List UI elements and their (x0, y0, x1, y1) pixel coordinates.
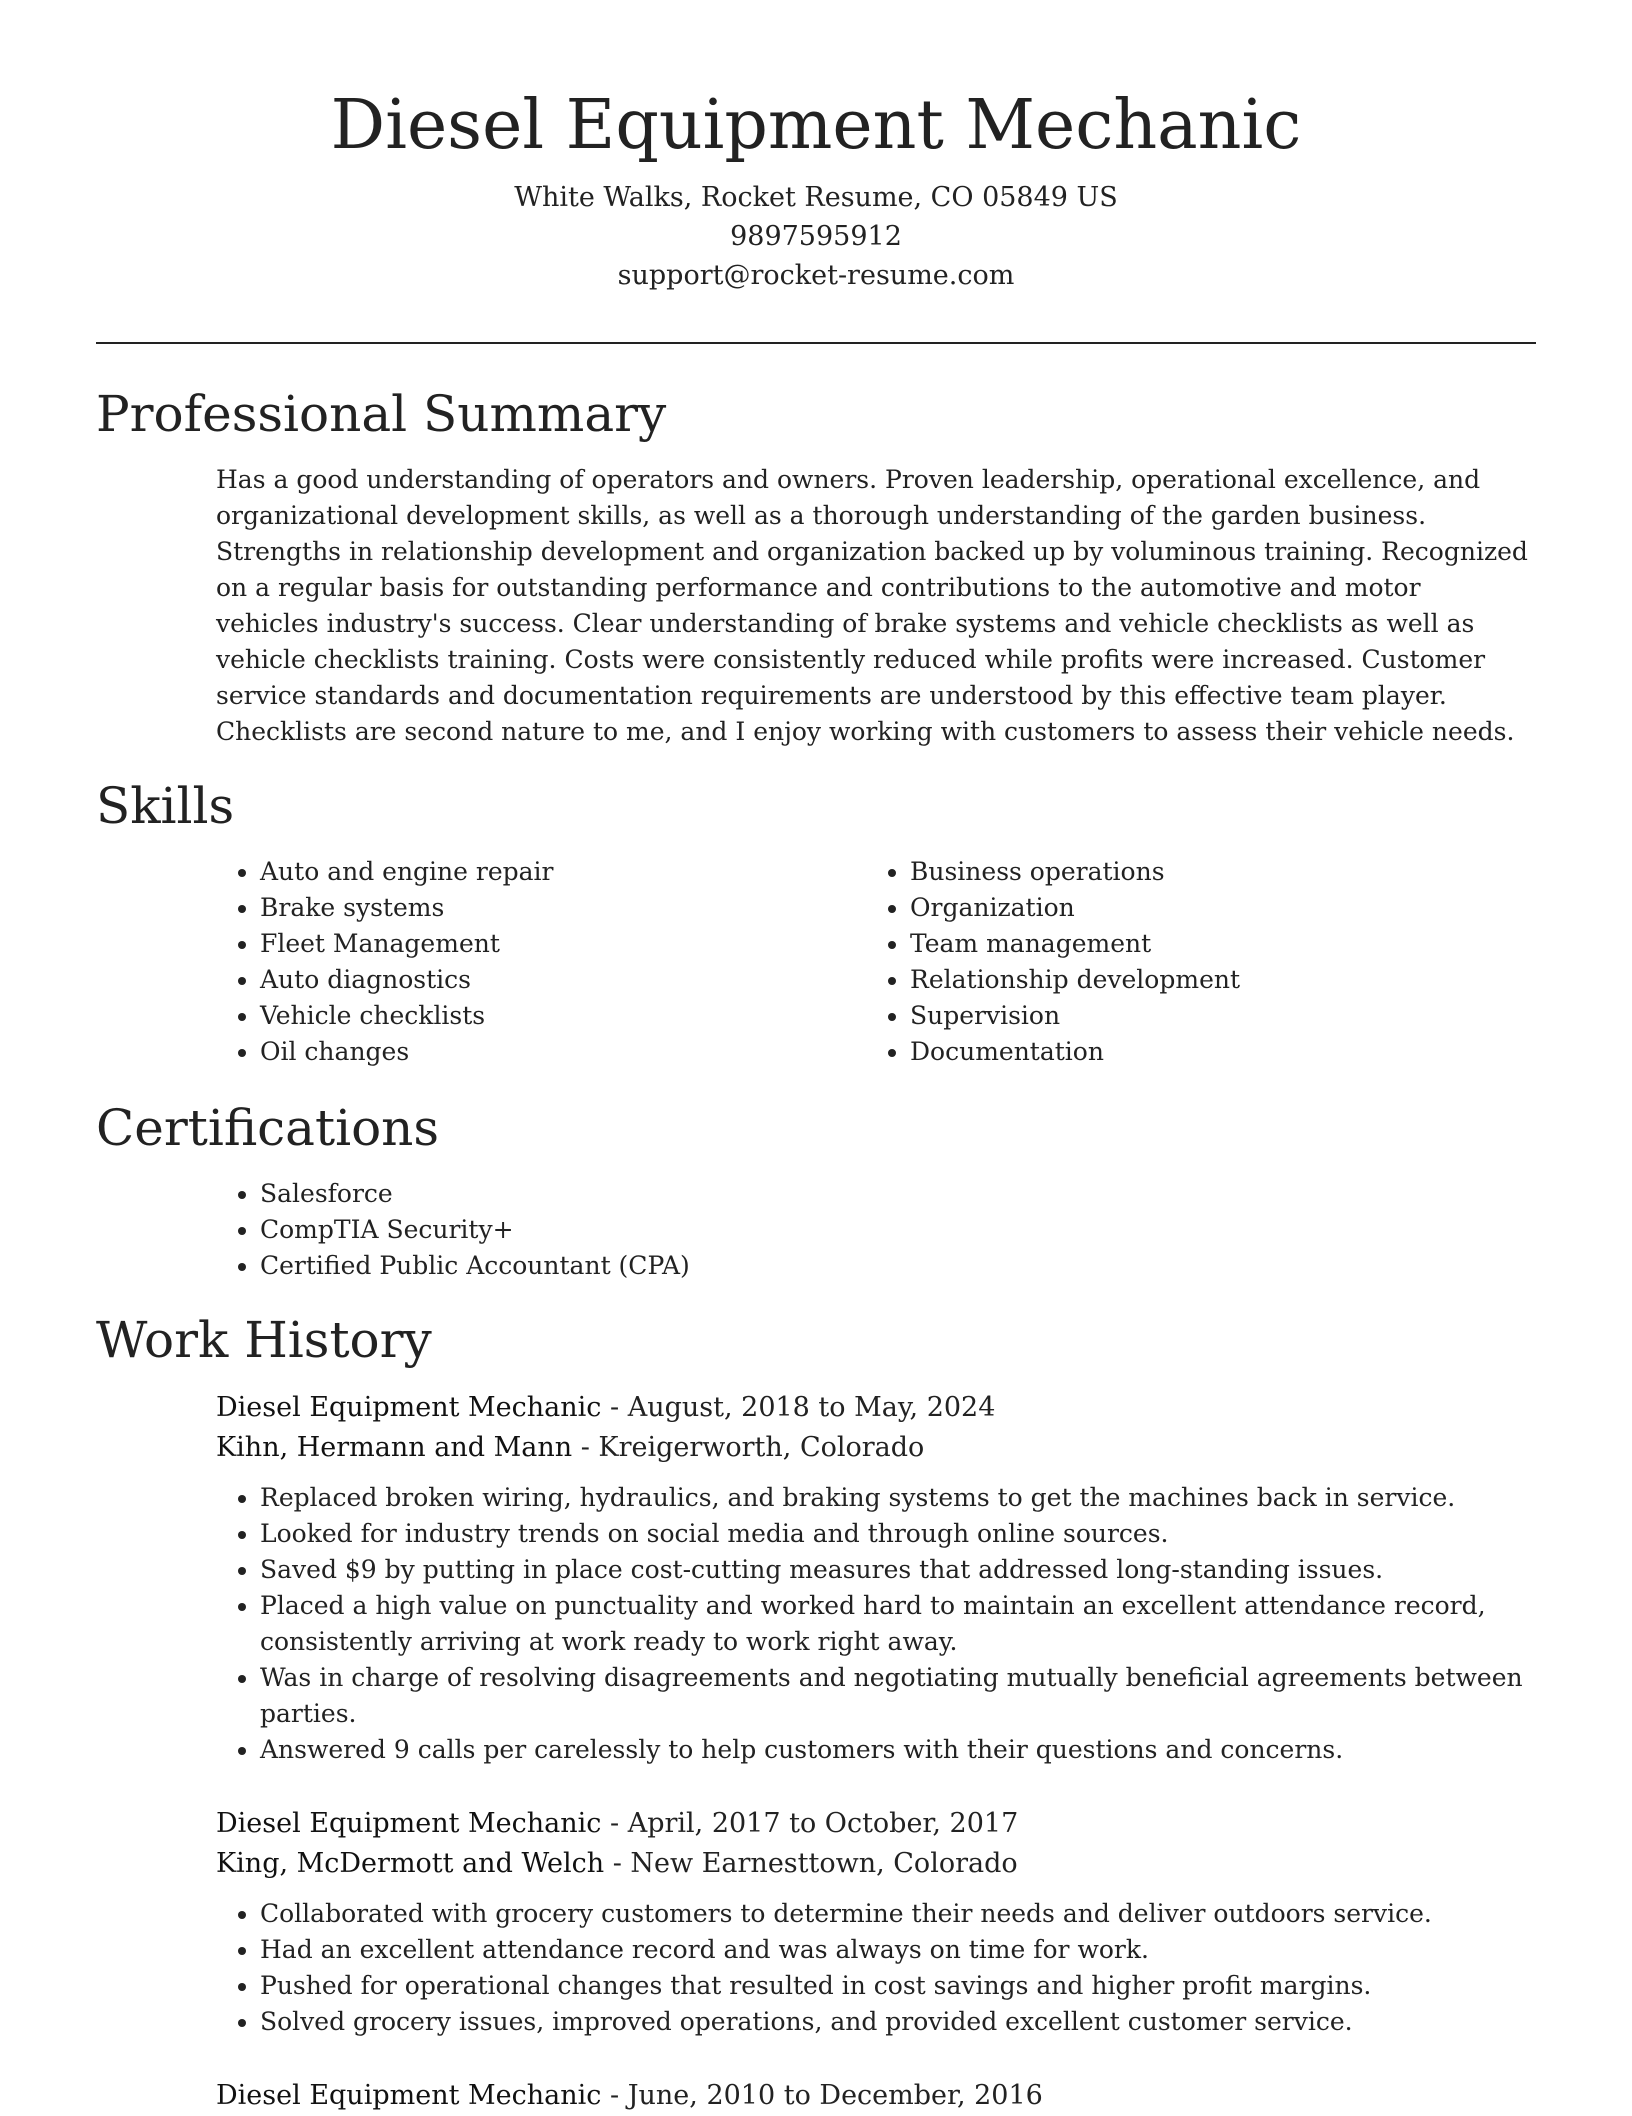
summary-heading: Professional Summary (96, 385, 667, 443)
job-title: Diesel Equipment Mechanic (216, 2080, 602, 2111)
list-item: • Team management (910, 926, 1506, 962)
list-item: • Placed a high value on punctuality and worked hard to maintain an excellent attendance record, consistently arriving at work ready to work right away. (260, 1588, 1528, 1660)
certifications-heading: Certifications (96, 1099, 440, 1157)
list-item: • Vehicle checklists (260, 998, 816, 1034)
separator: - (572, 1432, 599, 1463)
company-location: New Earnesttown, Colorado (630, 1848, 1018, 1879)
skills-list-left (216, 854, 816, 1070)
skills-list-right (866, 854, 1506, 1070)
company-line (216, 1844, 1528, 1884)
list-item: • Had an excellent attendance record and was always on time for work. (260, 1932, 1528, 1968)
list-item: • Fleet Management (260, 926, 816, 962)
list-item: • CompTIA Security+ (260, 1212, 1416, 1248)
list-item: • Brake systems (260, 890, 816, 926)
job-duties (216, 1480, 1528, 1768)
header-divider (96, 342, 1536, 344)
list-item: • Organization (910, 890, 1506, 926)
phone: 9897595912 (730, 221, 902, 252)
list-item: • Was in charge of resolving disagreements and negotiating mutually beneficial agreements between parties. (260, 1660, 1528, 1732)
list-item: • Oil changes (260, 1034, 816, 1070)
job-entry (216, 1804, 1528, 2040)
list-item: • Pushed for operational changes that resulted in cost savings and higher profit margins. (260, 1968, 1528, 2004)
job-title-line (216, 1388, 1528, 1428)
job-duties (216, 1896, 1528, 2040)
job-dates: June, 2010 to December, 2016 (627, 2080, 1043, 2111)
list-item: • Documentation (910, 1034, 1506, 1070)
resume-header (96, 78, 1536, 295)
company-location: Kreigerworth, Colorado (598, 1432, 925, 1463)
list-item: • Solved grocery issues, improved operations, and provided excellent customer service. (260, 2004, 1528, 2040)
summary-text: Has a good understanding of operators and owners. Proven leadership, operational excellence, and organizational development skills, as well as a thorough understanding of the garden business. Strengths in relationship development and organization backed up by voluminous training. Recognized on a regular basis for outstanding performance and contributions to the automotive and motor vehicles industry's success. Clear understanding of brake systems and vehicle checklists as well as vehicle checklists training. Costs were consistently reduced while profits were increased. Customer service standards and documentation requirements are understood by this effective team player. Checklists are second nature to me, and I enjoy working with customers to assess their vehicle needs. (216, 465, 1528, 746)
list-item: • Auto diagnostics (260, 962, 816, 998)
list-item: • Looked for industry trends on social media and through online sources. (260, 1516, 1528, 1552)
skills-heading: Skills (96, 777, 235, 835)
skills-column-left (216, 854, 816, 1070)
job-title: Diesel Equipment Mechanic (216, 1392, 602, 1423)
list-item: • Auto and engine repair (260, 854, 816, 890)
job-entry (216, 1388, 1528, 1768)
certifications-block (216, 1176, 1416, 1284)
list-item: • Business operations (910, 854, 1506, 890)
list-item: • Collaborated with grocery customers to determine their needs and deliver outdoors service. (260, 1896, 1528, 1932)
company-name: Kihn, Hermann and Mann (216, 1432, 573, 1463)
separator: - (601, 1392, 628, 1423)
job-dates: August, 2018 to May, 2024 (627, 1392, 996, 1423)
list-item: • Saved $9 by putting in place cost-cutting measures that addressed long-standing issues. (260, 1552, 1528, 1588)
job-title: Diesel Equipment Mechanic (216, 1808, 602, 1839)
company-name: King, McDermott and Welch (216, 1848, 605, 1879)
list-item: • Replaced broken wiring, hydraulics, and braking systems to get the machines back in service. (260, 1480, 1528, 1516)
job-entry (216, 2076, 1528, 2116)
certifications-list (216, 1176, 1416, 1284)
separator: - (601, 1808, 628, 1839)
list-item: • Answered 9 calls per carelessly to help customers with their questions and concerns. (260, 1732, 1528, 1768)
job-title-line (216, 1804, 1528, 1844)
candidate-name: Diesel Equipment Mechanic (330, 86, 1302, 165)
separator: - (604, 1848, 631, 1879)
list-item: • Relationship development (910, 962, 1506, 998)
email: support@rocket-resume.com (617, 260, 1015, 291)
job-title-line (216, 2076, 1528, 2116)
list-item: • Salesforce (260, 1176, 1416, 1212)
company-line (216, 1428, 1528, 1468)
list-item: • Certified Public Accountant (CPA) (260, 1248, 1416, 1284)
separator: - (601, 2080, 628, 2111)
list-item: • Supervision (910, 998, 1506, 1034)
skills-column-right (866, 854, 1506, 1070)
work-history-heading: Work History (96, 1311, 432, 1369)
job-dates: April, 2017 to October, 2017 (627, 1808, 1019, 1839)
address: White Walks, Rocket Resume, CO 05849 US (514, 182, 1118, 213)
